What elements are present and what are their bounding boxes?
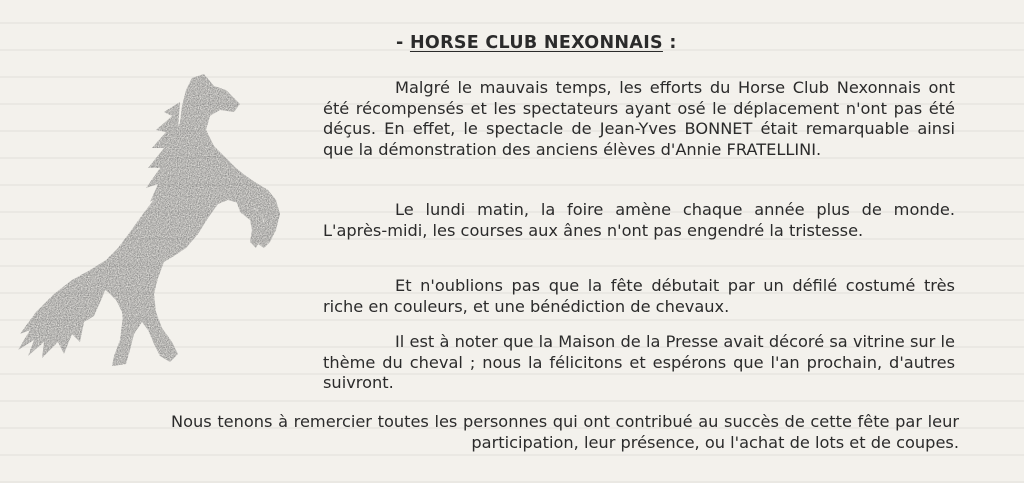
article-title: [396, 33, 677, 53]
paragraph-block: [323, 276, 955, 317]
rearing-horse-icon: [14, 72, 286, 372]
paragraph: Le lundi matin, la foire amène chaque année plus de monde. L'après-midi, les courses aux ânes n'ont pas engendré la tristesse.: [323, 200, 955, 240]
title-text: HORSE CLUB NEXONNAIS: [409, 33, 663, 53]
closing-paragraph: Nous tenons à remercier toutes les personnes qui ont contribué au succès de cette fête par leur participation, leur présence, ou l'achat de lots et de coupes.: [171, 412, 959, 452]
paragraph-block: [323, 332, 955, 394]
title-suffix: :: [662, 33, 677, 53]
paragraph-block: [323, 78, 955, 160]
closing-block: [107, 412, 959, 453]
title-prefix: -: [396, 33, 410, 53]
paragraph-block: [323, 200, 955, 241]
paragraph: Il est à noter que la Maison de la Presse avait décoré sa vitrine sur le thème du cheval ; nous la félicitons et espérons que l'an prochain, d'autres suivront.: [323, 332, 955, 392]
paragraph: Et n'oublions pas que la fête débutait par un défilé costumé très riche en couleurs, et une bénédiction de chevaux.: [323, 276, 955, 316]
paragraph: Malgré le mauvais temps, les efforts du Horse Club Nexonnais ont été récompensés et les spectateurs ayant osé le déplacement n'ont pas été déçus. En effet, le spectacle de Jean-Yves BONNET était remarquable ainsi que la démonstration des anciens élèves d'Annie FRATELLINI.: [323, 78, 955, 159]
